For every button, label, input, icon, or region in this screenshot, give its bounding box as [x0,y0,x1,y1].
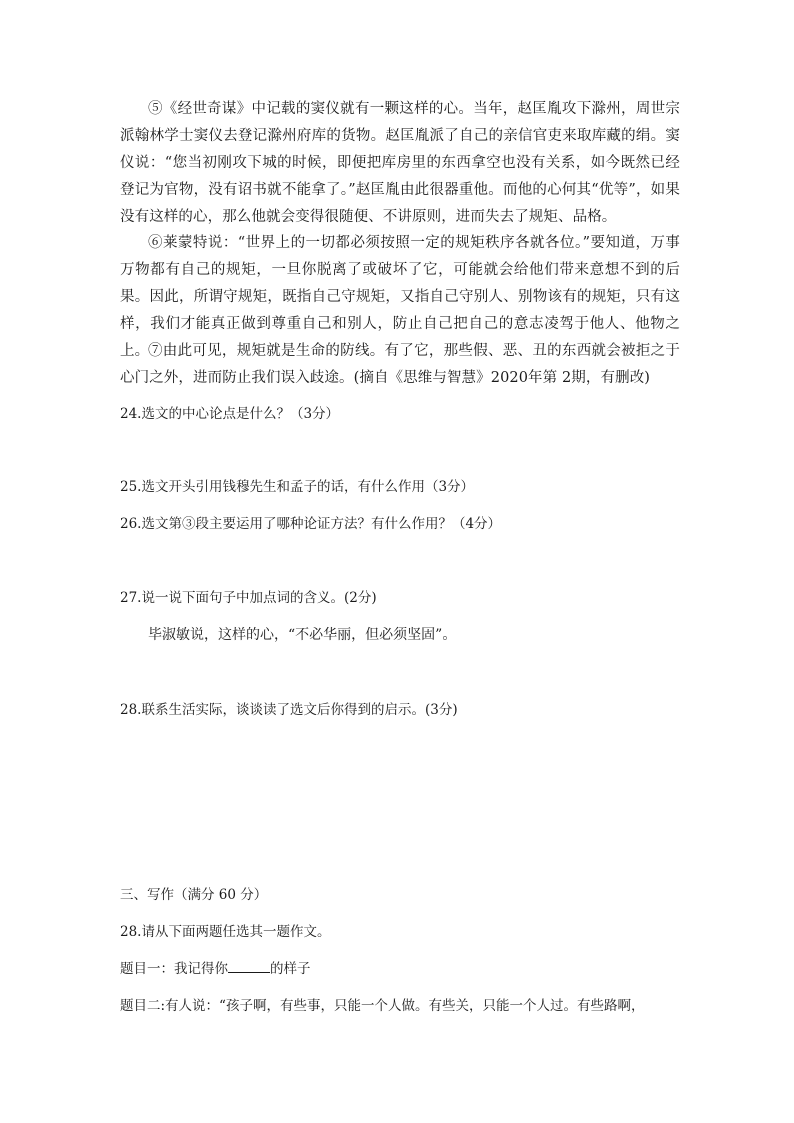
question-26: 26.选文第③段主要运用了哪种论证方法？有什么作用？（4分） [120,516,502,532]
passage-paragraph-5: ⑤《经世奇谋》中记载的窦仪就有一颗这样的心。当年，赵匡胤攻下滁州，周世宗派翰林学士窦仪去登记滁州府库的货物。赵匡胤派了自己的亲信官吏来取库藏的绢。窦仪说：“您当初刚攻下城的时候，即便把库房里的东西拿空也没有关系，如今既然已经登记为官物，没有诏书就不能拿了。”赵匡胤由此很器重他。而他的心何其“优等”，如果没有这样的心，那么他就会变得很随便、不讲原则，进而失去了规矩、品格。 [120,101,680,225]
writing-section-title: 三、写作（满分 60 分） [120,887,268,903]
fill-in-blank [228,958,270,973]
question-28: 28.联系生活实际，谈谈读了选文后你得到的启示。(3分) [120,702,458,718]
writing-topic-2: 题目二:有人说：“孩子啊，有些事，只能一个人做。有些关，只能一个人过。有些路啊， [120,998,645,1014]
writing-topic-1 [120,958,311,980]
topic-1-prefix: 题目一：我记得你 [120,961,228,977]
passage-paragraph-7: ⑦由此可见，规矩就是生命的防线。有了它，那些假、恶、丑的东西就会被拒之于心门之外，进而防止我们误入歧途。(摘自《思维与智慧》2020年第 2期，有删改) [120,343,680,386]
question-25: 25.选文开头引用钱穆先生和孟子的话，有什么作用（3分） [120,479,475,495]
question-24: 24.选文的中心论点是什么？（3分） [120,406,340,422]
passage-paragraph-6: ⑥莱蒙特说：“世界上的一切都必须按照一定的规矩秩序各就各位。”要知道，万事万物都有自己的规矩，一旦你脱离了或破坏了它，可能就会给他们带来意想不到的后果。因此，所谓守规矩，既指自己守规矩，又指自己守别人、别物该有的规矩，只有这样，我们才能真正做到尊重自己和别人，防止自己把自己的意志凌驾于他人、他物之上。 [120,235,680,359]
topic-1-suffix: 的样子 [270,961,311,977]
question-27-quote: 毕淑敏说，这样的心，“不必华丽，但必须坚固”。 [148,627,457,643]
question-27: 27.说一说下面句子中加点词的含义。(2分) [120,590,377,606]
writing-prompt: 28.请从下面两题任选其一题作文。 [120,924,331,940]
